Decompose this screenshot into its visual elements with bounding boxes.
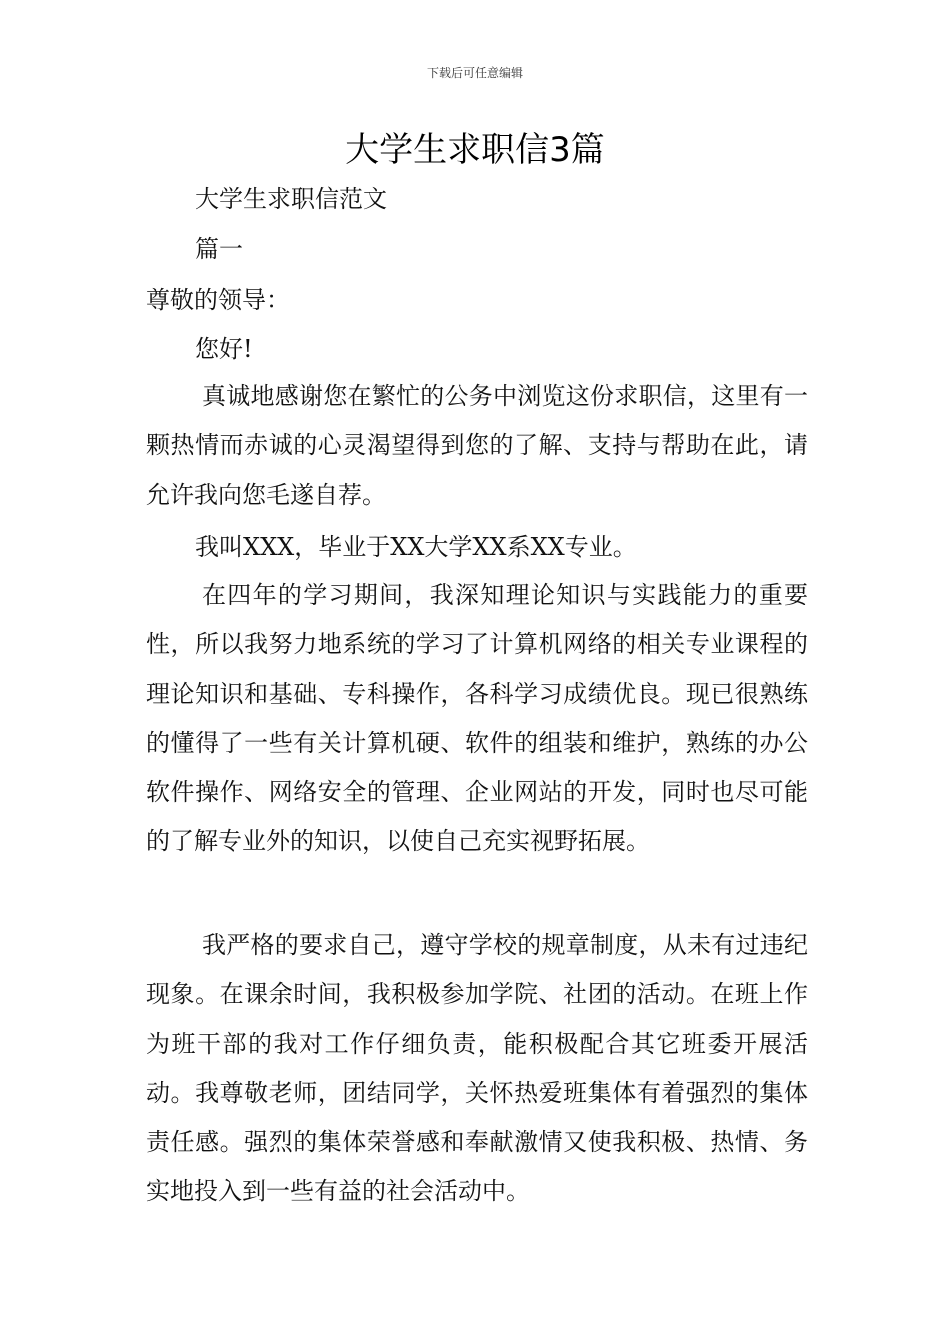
paragraph-4 [146,921,808,1217]
paragraph-3-text: 在四年的学习期间，我深知理论知识与实践能力的重要性，所以我努力地系统的学习了计算机网络的相关专业课程的理论知识和基础、专科操作，各科学习成绩优良。现已很熟练的懂得了一些有关计算机硬、软件的组装和维护，熟练的办公软件操作、网络安全的管理、企业网站的开发，同时也尽可能的了解专业外的知识，以使自己充实视野拓展。 [146,581,808,856]
paragraph-1-text: 真诚地感谢您在繁忙的公务中浏览这份求职信，这里有一颗热情而赤诚的心灵渴望得到您的了解、支持与帮助在此，请允许我向您毛遂自荐。 [146,382,808,509]
section-label: 篇一 [195,235,243,263]
document-title: 大学生求职信3篇 [345,130,605,170]
document-subtitle: 大学生求职信范文 [195,185,387,213]
salutation: 尊敬的领导： [146,286,290,314]
paragraph-3 [146,571,808,867]
paragraph-1 [146,372,808,520]
paragraph-2: 我叫XXX，毕业于XX大学XX系XX专业。 [195,533,637,561]
greeting: 您好! [195,335,253,363]
paragraph-4-text: 我严格的要求自己，遵守学校的规章制度，从未有过违纪现象。在课余时间，我积极参加学院、社团的活动。在班上作为班干部的我对工作仔细负责，能积极配合其它班委开展活动。我尊敬老师，团结同学，关怀热爱班集体有着强烈的集体责任感。强烈的集体荣誉感和奉献激情又使我积极、热情、务实地投入到一些有益的社会活动中。 [146,931,808,1206]
page-header-note: 下载后可任意编辑 [426,66,523,80]
